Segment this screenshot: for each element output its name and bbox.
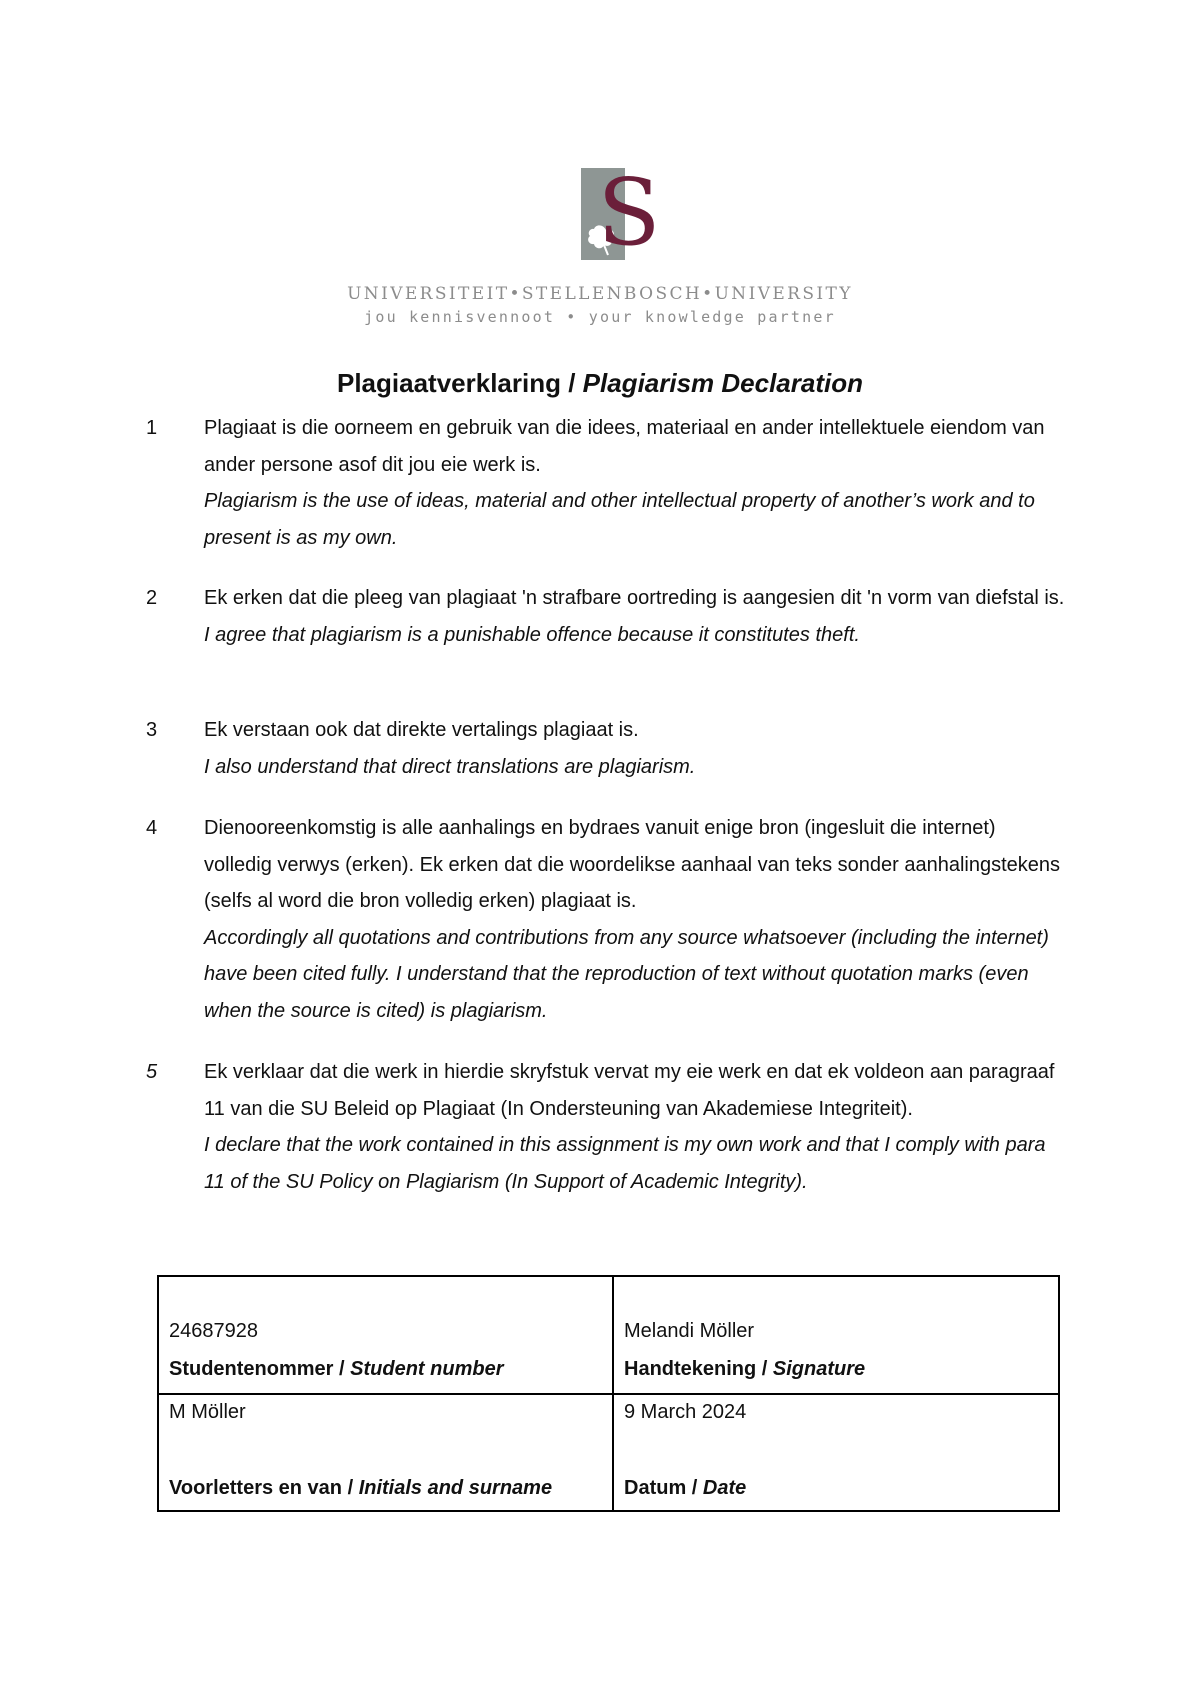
initials-surname-label: Voorletters en van / Initials and surname [169, 1477, 553, 1499]
declaration-item-2 [146, 580, 1066, 653]
item-number: 2 [146, 587, 158, 609]
date-value: 9 March 2024 [624, 1401, 747, 1423]
logo-letter: S [597, 168, 661, 260]
title-af: Plagiaatverklaring / [336, 368, 583, 398]
item-text-en: Plagiarism is the use of ideas, material and other intellectual property of another’s work and to present is as my own. [204, 490, 1035, 549]
item-text-af: Dienooreenkomstig is alle aanhalings en bydraes vanuit enige bron (ingesluit die internet) volledig verwys (erken). Ek erken dat die woordelikse aanhaal van teks sonder aanhalingstekens (selfs al word die bron volledig erken) plagiaat is. [204, 817, 1061, 912]
item-text-af: Plagiaat is die oorneem en gebruik van die idees, materiaal en ander intellektuele eiendom van ander persone asof dit jou eie werk is. [204, 417, 1045, 476]
item-number: 5 [146, 1061, 158, 1083]
initials-surname-cell [158, 1394, 613, 1511]
title-en: Plagiarism Declaration [582, 368, 863, 398]
item-number: 3 [146, 719, 158, 741]
item-text-en: Accordingly all quotations and contributions from any source whatsoever (including the internet) have been cited fully. I understand that the reproduction of text without quotation marks (even when the source is cited) is plagiarism. [204, 926, 1049, 1022]
declaration-item-3 [146, 712, 1066, 785]
page-title [0, 368, 1200, 399]
declaration-item-1 [146, 410, 1066, 556]
item-text-af: Ek erken dat die pleeg van plagiaat 'n strafbare oortreding is aangesien dit 'n vorm van diefstal is. [204, 587, 1065, 609]
student-number-cell [158, 1276, 613, 1394]
signature-label: Handtekening / Signature [624, 1358, 866, 1380]
item-number: 1 [146, 417, 158, 439]
university-tagline: jou kennisvennoot • your knowledge partner [364, 308, 836, 326]
item-text-en: I declare that the work contained in this assignment is my own work and that I comply with para 11 of the SU Policy on Plagiarism (In Support of Academic Integrity). [204, 1134, 1046, 1193]
student-number-label: Studentenommer / Student number [169, 1358, 504, 1380]
item-number: 4 [146, 817, 158, 839]
date-label: Datum / Date [624, 1477, 747, 1499]
university-logo [581, 168, 661, 260]
item-text-en: I agree that plagiarism is a punishable offence because it constitutes theft. [204, 623, 860, 646]
university-name: UNIVERSITEIT•STELLENBOSCH•UNIVERSITY [347, 284, 853, 304]
item-text-af: Ek verstaan ook dat direkte vertalings plagiaat is. [204, 719, 639, 741]
declaration-item-4 [146, 810, 1066, 1029]
signature-value: Melandi Möller [624, 1320, 755, 1342]
item-text-af: Ek verklaar dat die werk in hierdie skryfstuk vervat my eie werk en dat ek voldeon aan paragraaf 11 van die SU Beleid op Plagiaat (In Ondersteuning van Akademiese Integriteit). [204, 1061, 1055, 1120]
signature-cell [613, 1276, 1059, 1394]
initials-surname-value: M Möller [169, 1401, 246, 1423]
declaration-item-5 [146, 1054, 1066, 1200]
signature-table [157, 1275, 1060, 1512]
item-text-en: I also understand that direct translations are plagiarism. [204, 755, 696, 778]
student-number-value: 24687928 [169, 1320, 258, 1342]
date-cell [613, 1394, 1059, 1511]
